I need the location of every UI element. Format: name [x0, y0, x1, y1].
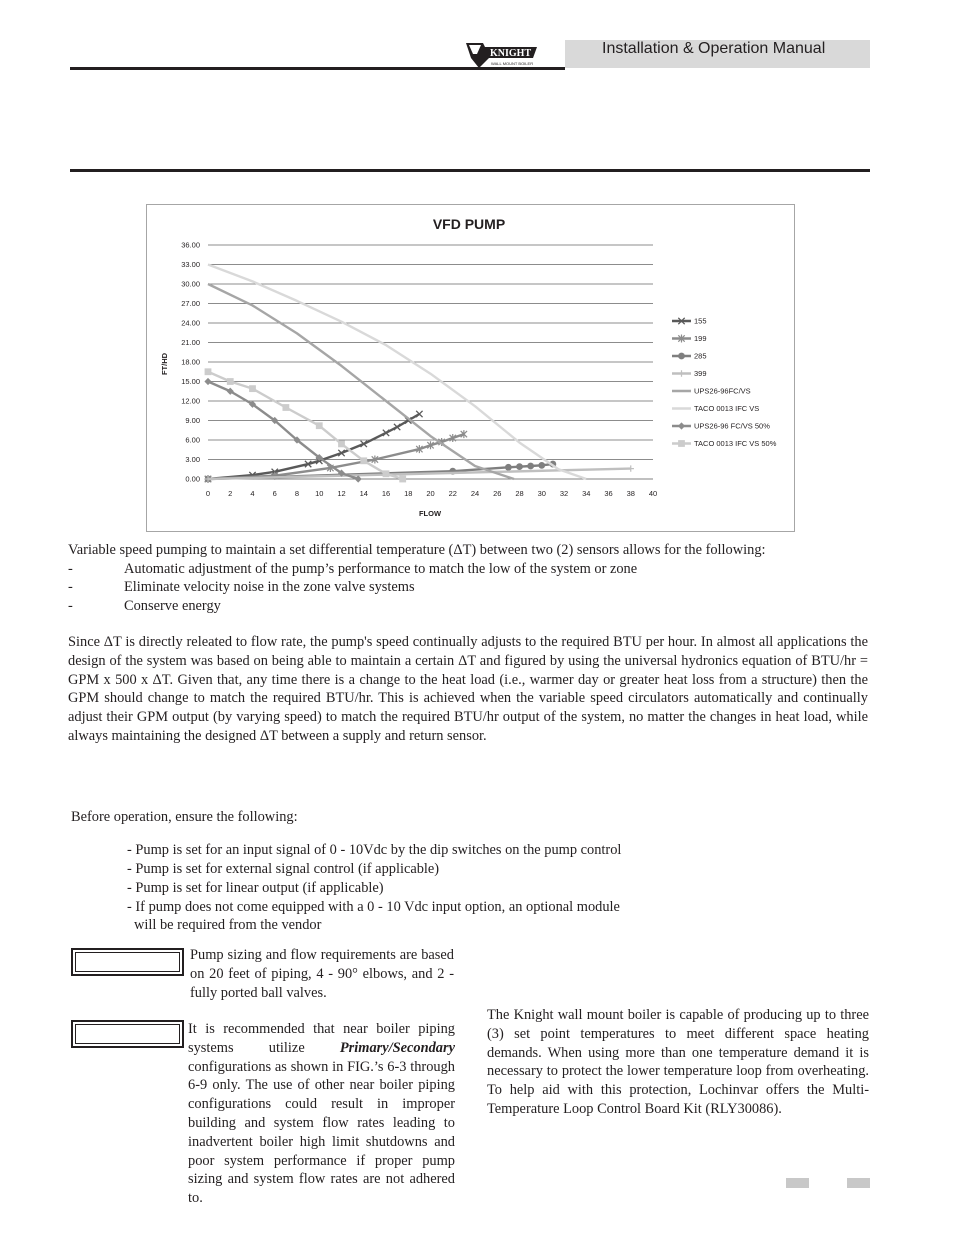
multi-temp-paragraph: The Knight wall mount boiler is capable of producing up to three (3) set point temperatures to meet different space heating demands. When using more than one temperature demand it is necessary to protect the lower temperature loop from overheating. To help aid with this protection, Lochinvar offers the Multi- Temperature Loop Control Board Kit (RLY30086). — [487, 1007, 869, 1117]
intro-text: Variable speed pumping to maintain a set differential temperature (ΔT) between two (2) sensors allows for the following: — [68, 542, 766, 558]
check-item: - Pump is set for linear output (if applicable) — [127, 880, 384, 896]
bullet-text: Conserve energy — [124, 598, 221, 614]
series-line — [208, 372, 403, 479]
data-point — [678, 370, 684, 376]
data-point — [205, 368, 212, 375]
x-tick-label: 4 — [250, 489, 255, 498]
vfd-pump-chart — [146, 204, 795, 532]
legend-entry: 199 — [694, 334, 707, 344]
bullet-dash: - — [68, 561, 73, 577]
y-tick-label: 27.00 — [181, 299, 200, 308]
notice-label-box — [71, 1020, 184, 1048]
x-tick-label: 28 — [515, 489, 524, 498]
data-point — [338, 441, 345, 448]
legend-entry: UPS26-96FC/VS — [694, 386, 751, 396]
y-tick-label: 9.00 — [185, 416, 200, 425]
x-tick-label: 26 — [493, 489, 502, 498]
bullet-dash: - — [68, 579, 73, 595]
legend-entry: 399 — [694, 369, 707, 379]
x-tick-label: 24 — [470, 489, 480, 498]
y-tick-label: 18.00 — [181, 357, 200, 367]
x-tick-label: 2 — [228, 489, 233, 498]
data-point — [678, 422, 685, 429]
bullet-text: Automatic adjustment of the pump’s performance to match the low of the system or zone — [124, 561, 638, 577]
manual-title: Installation & Operation Manual — [602, 40, 826, 57]
x-tick-label: 20 — [426, 489, 435, 498]
x-tick-label: 16 — [381, 489, 391, 498]
knight-logo — [463, 38, 541, 70]
y-tick-label: 30.00 — [181, 279, 200, 289]
x-tick-label: 10 — [315, 489, 324, 498]
chart-x-label: FLOW — [418, 509, 442, 518]
data-point — [316, 422, 323, 429]
legend-entry: TACO 0013 IFC VS 50% — [694, 439, 777, 449]
check-item: - If pump does not come equipped with a 0 - 10 Vdc input option, an optional module — [127, 899, 620, 915]
y-tick-label: 6.00 — [185, 435, 200, 445]
data-point — [678, 440, 685, 447]
y-tick-label: 3.00 — [185, 455, 200, 464]
data-point — [505, 464, 512, 471]
x-tick-label: 30 — [537, 489, 546, 498]
bullet-dash: - — [68, 598, 73, 614]
notice-pump-sizing: Pump sizing and flow requirements are based on 20 feet of piping, 4 - 90° elbows, and 2 - fully ported ball valves. — [190, 947, 454, 1001]
x-tick-label: 12 — [337, 489, 346, 498]
notice-label-box — [71, 948, 184, 976]
check-item: - Pump is set for an input signal of 0 - 10Vdc by the dip switches on the pump control — [127, 842, 622, 858]
x-tick-label: 22 — [448, 489, 457, 498]
data-point — [678, 353, 685, 360]
x-tick-label: 0 — [205, 489, 211, 498]
data-point — [538, 462, 545, 469]
data-point — [399, 476, 406, 483]
data-point — [527, 463, 534, 470]
logo-wordmark: KNIGHT — [490, 48, 532, 59]
y-tick-label: 36.00 — [181, 240, 200, 250]
x-tick-label: 40 — [648, 489, 658, 498]
chart-y-label: FT/HD — [160, 352, 169, 376]
data-point — [628, 465, 634, 471]
data-point — [227, 378, 234, 385]
legend-entry: UPS26-96 FC/VS 50% — [694, 421, 770, 431]
data-point — [249, 385, 256, 392]
series-line — [208, 382, 358, 480]
y-tick-label: 15.00 — [181, 377, 200, 386]
legend-entry: 285 — [694, 351, 707, 361]
x-tick-label: 36 — [604, 489, 613, 498]
series-line — [208, 265, 586, 480]
data-point — [383, 470, 390, 477]
x-tick-label: 38 — [626, 489, 635, 498]
x-tick-label: 32 — [559, 489, 569, 498]
footer-mark — [847, 1178, 870, 1188]
delta-t-paragraph: Since ΔT is directly releated to flow rate, the pump's speed continually adjusts to the required BTU per hour. In almost all applications the design of the system was based on being able to maintain a certain ΔT and figured by using the universal hydronics equation of BTU/hr = GPM x 500 x ΔT. Given that, any time there is a change to the heat load (i.e., warmer day or greater heat loss from a structure) then the GPM should change to match the required BTU/hr. This is achieved when the variable speed circulators automatically and continually adjust their GPM output (by varying speed) to match the required BTU/hr output of the system, no matter the changes in heat load, while always maintaining the designed ΔT between a supply and return sensor. — [68, 634, 868, 744]
y-tick-label: 21.00 — [181, 338, 200, 347]
bullet-text: Eliminate velocity noise in the zone valve systems — [124, 579, 415, 595]
check-item-continued: will be required from the vendor — [134, 917, 322, 933]
section-rule — [70, 169, 870, 172]
data-point — [204, 378, 211, 385]
y-tick-label: 0.00 — [185, 474, 200, 484]
y-tick-label: 24.00 — [181, 318, 200, 328]
x-tick-label: 8 — [294, 489, 300, 498]
footer-mark — [786, 1178, 809, 1188]
emphasis-primary-secondary: Primary/Secondary — [339, 1039, 455, 1056]
series-line — [208, 469, 631, 479]
notice-primary-secondary: It is recommended that near boiler piping systems utilize Primary/Secondary configurations as shown in FIG.’s 6-3 through 6-9 only. The use of other near boiler piping configurations could result in improper building and system flow rates leading to inadvertent boiler high limit shutdowns and poor system performance if proper pump sizing and system flow rates are not adhered to. — [188, 1021, 455, 1207]
y-tick-label: 33.00 — [181, 260, 200, 269]
legend-entry: 155 — [694, 316, 707, 326]
data-point — [282, 404, 289, 411]
x-tick-label: 14 — [359, 489, 368, 498]
logo-subtext: WALL MOUNT BOILER — [491, 61, 534, 66]
y-tick-label: 12.00 — [181, 396, 200, 406]
legend-entry: TACO 0013 IFC VS — [694, 404, 760, 414]
check-item: - Pump is set for external signal control (if applicable) — [127, 861, 440, 877]
data-point — [516, 463, 523, 470]
data-point — [360, 457, 367, 464]
x-tick-label: 18 — [404, 489, 413, 498]
x-tick-label: 6 — [272, 489, 277, 498]
chart-title: VFD PUMP — [432, 216, 506, 232]
before-operation-text: Before operation, ensure the following: — [71, 809, 298, 825]
x-tick-label: 34 — [582, 489, 591, 498]
